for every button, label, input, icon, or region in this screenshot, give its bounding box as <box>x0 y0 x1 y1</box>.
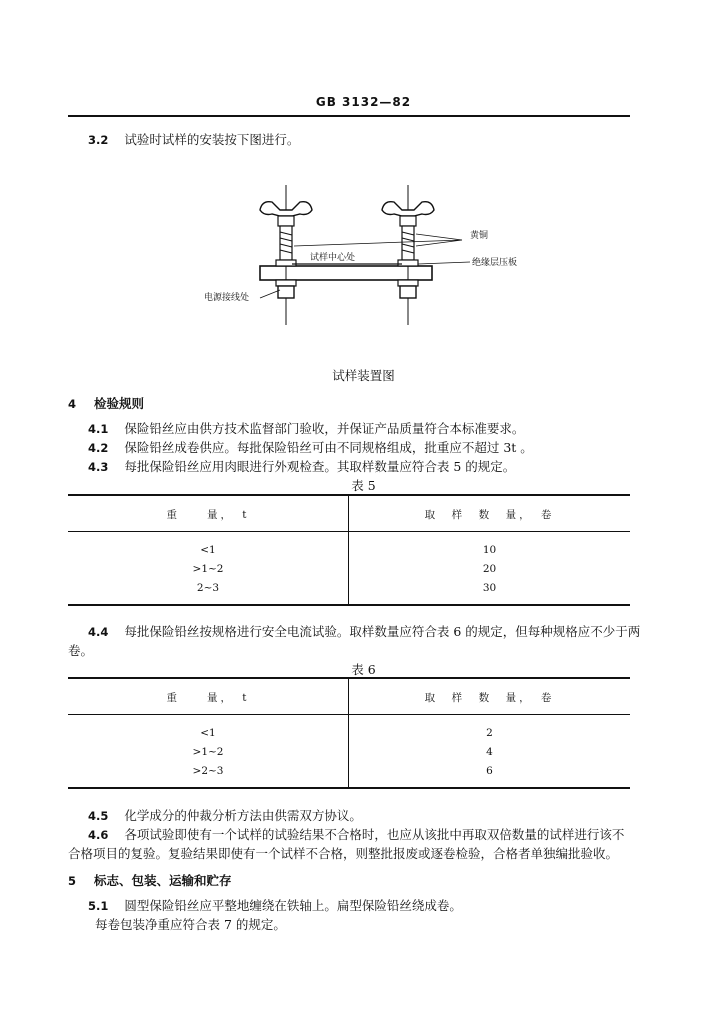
section-heading-number: 4 <box>68 397 77 411</box>
figure-caption: 试样装置图 <box>332 368 395 383</box>
label-insulation: 绝缘层压板 <box>472 258 518 268</box>
document-code: GB 3132—82 <box>315 95 412 109</box>
section-5-heading <box>68 871 232 889</box>
table-cell: 2~3 <box>196 582 220 594</box>
table5-title: 表 5 <box>351 478 376 493</box>
item-4-6 <box>88 825 624 843</box>
label-center: 试样中心处 <box>310 253 356 263</box>
specimen-mounting-diagram <box>200 180 540 330</box>
table-bottom-rule <box>68 604 630 606</box>
label-wire: 电源接线处 <box>204 293 250 303</box>
table6-title: 表 6 <box>351 662 376 677</box>
item-4-3 <box>88 457 515 475</box>
item-number: 5.1 <box>88 899 109 913</box>
table-cell: 2 <box>486 727 493 739</box>
item-number: 4.2 <box>88 441 109 455</box>
item-text: 保险铅丝应由供方技术监督部门验收，并保证产品质量符合本标准要求。 <box>124 421 525 436</box>
right-terminal-assembly <box>382 185 434 325</box>
table-cell: <1 <box>200 727 216 739</box>
item-number: 4.4 <box>88 625 109 639</box>
table-top-rule <box>68 677 630 679</box>
section-number: 3.2 <box>88 133 109 147</box>
section-heading-number: 5 <box>68 874 77 888</box>
table-cell: 10 <box>482 544 497 556</box>
table-head-rule <box>68 714 630 715</box>
table-cell: 30 <box>482 582 497 594</box>
left-terminal-assembly <box>260 185 312 325</box>
table-cell: >1~2 <box>192 746 224 758</box>
item-4-6-continued: 合格项目的复验。复验结果即使有一个试样不合格，则整批报废或逐卷检验，合格者单独编批验收。 <box>68 846 619 861</box>
table-header-weight: 重 量， t <box>166 692 250 704</box>
table-cell: 4 <box>486 746 493 758</box>
item-4-1 <box>88 419 524 437</box>
table-header-weight: 重 量， t <box>166 509 250 521</box>
item-number: 4.5 <box>88 809 109 823</box>
section-3-2 <box>88 130 299 148</box>
item-text: 保险铅丝成卷供应。每批保险铅丝可由不同规格组成，批重应不超过 3t 。 <box>124 440 533 455</box>
item-number: 4.6 <box>88 828 109 842</box>
table-cell: 20 <box>482 563 497 575</box>
header-rule <box>68 115 630 117</box>
table-cell: >1~2 <box>192 563 224 575</box>
item-4-5 <box>88 806 362 824</box>
item-5-1 <box>88 896 462 914</box>
table-header-samples: 取 样 数 量， 卷 <box>424 509 555 521</box>
section-text: 试验时试样的安装按下图进行。 <box>124 132 300 147</box>
item-text: 各项试验即使有一个试样的试验结果不合格时，也应从该批中再取双倍数量的试样进行该不 <box>124 827 625 842</box>
table-cell: <1 <box>200 544 216 556</box>
item-text: 每批保险铅丝应用肉眼进行外观检查。其取样数量应符合表 5 的规定。 <box>124 459 516 474</box>
section-4-heading <box>68 394 144 412</box>
item-number: 4.3 <box>88 460 109 474</box>
item-5-1-continued: 每卷包装净重应符合表 7 的规定。 <box>95 917 286 932</box>
item-text: 圆型保险铅丝应平整地缠绕在铁轴上。扁型保险铅丝绕成卷。 <box>124 898 462 913</box>
item-text: 化学成分的仲裁分析方法由供需双方协议。 <box>124 808 362 823</box>
section-heading-title: 标志、包装、运输和贮存 <box>94 873 232 888</box>
item-text: 每批保险铅丝按规格进行安全电流试验。取样数量应符合表 6 的规定，但每种规格应不少于两 <box>124 624 641 639</box>
table-header-samples: 取 样 数 量， 卷 <box>424 692 555 704</box>
table-bottom-rule <box>68 787 630 789</box>
item-number: 4.1 <box>88 422 109 436</box>
section-heading-title: 检验规则 <box>94 396 145 411</box>
table-top-rule <box>68 494 630 496</box>
item-4-2 <box>88 438 533 456</box>
label-brass: 黄铜 <box>470 231 489 241</box>
item-4-4-continued: 卷。 <box>68 643 94 658</box>
table-head-rule <box>68 531 630 532</box>
table-cell: >2~3 <box>192 765 224 777</box>
item-4-4 <box>88 622 640 640</box>
table-cell: 6 <box>486 765 493 777</box>
